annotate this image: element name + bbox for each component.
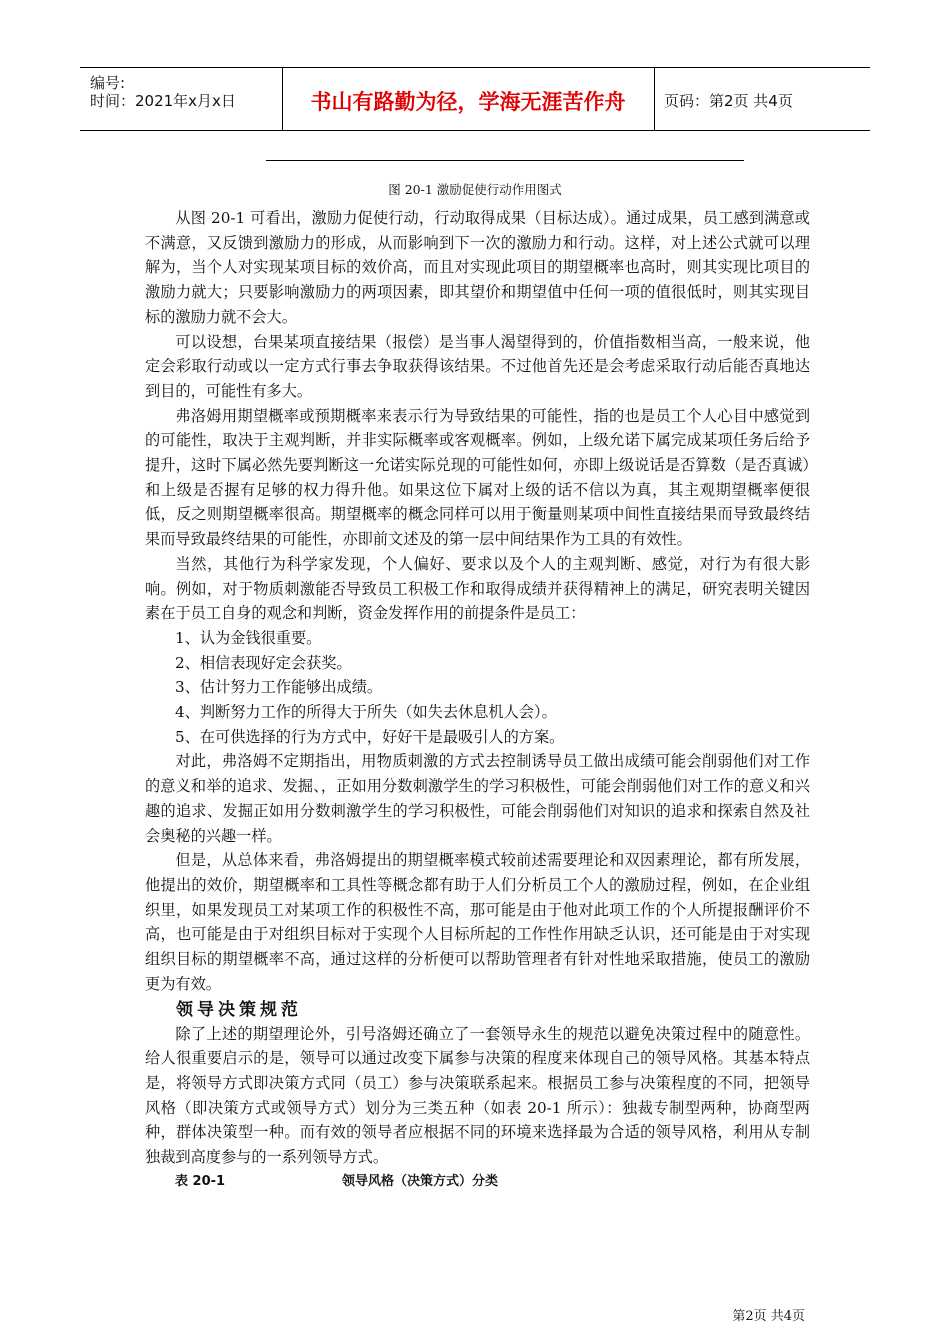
paragraph: 当然，其他行为科学家发现，个人偏好、要求以及个人的主观判断、感觉，对行为有很大影响。例如，对于物质刺激能否导致员工积极工作和取得成绩并获得精神上的满足，研究表明关键因素在于员工自身的观念和判断，资金发挥作用的前提条件是员工： bbox=[145, 554, 810, 623]
table-title: 领导风格（决策方式）分类 bbox=[342, 1173, 499, 1189]
paragraph: 对此，弗洛姆不定期指出，用物质刺激的方式去控制诱导员工做出成绩可能会削弱他们对工作的意义和举的追求、发掘、，正如用分数刺激学生的学习积极性，可能会削弱他们对工作的意义和兴趣的追求、发掘正如用分数刺激学生的学习积极性，可能会削弱他们对知识的追求和探索自然及社会奥秘的兴趣一样。 bbox=[145, 752, 810, 845]
table-caption bbox=[145, 1170, 810, 1194]
list-item: 5、在可供选择的行为方式中，好好干是最吸引人的方案。 bbox=[175, 727, 565, 746]
document-date-label: 时间：2021年x月x日 bbox=[90, 92, 236, 110]
document-number-label: 编号: bbox=[90, 74, 126, 92]
table-number: 表 20-1 bbox=[175, 1173, 226, 1189]
header-motto: 书山有路勤为径，学海无涯苦作舟 bbox=[310, 90, 626, 114]
paragraph: 从图 20-1 可看出，激励力促使行动，行动取得成果（目标达成）。通过成果，员工感到满意或不满意，又反馈到激励力的形成，从而影响到下一次的激励力和行动。这样，对上述公式就可以理解为，当个人对实现某项目标的效价高，而且对实现此项目的期望概率也高时，则其实现比项目的激励力就大；只要影响激励力的两项因素，即其望价和期望值中任何一项的值很低时，则其实现目标的激励力就不会大。 bbox=[145, 209, 810, 326]
header-motto-cell bbox=[282, 68, 655, 130]
header-info-cell bbox=[80, 68, 283, 130]
header-page-cell bbox=[654, 68, 870, 130]
list-item: 4、判断努力工作的所得大于所失（如失去休息机人会）。 bbox=[175, 703, 557, 722]
paragraph: 但是，从总体来看，弗洛姆提出的期望概率模式较前述需要理论和双因素理论，都有所发展，他提出的效价，期望概率和工具性等概念都有助于人们分析员工个人的激励过程，例如，在企业组织里，如果发现员工对某项工作的积极性不高，那可能是由于他对此项工作的个人所提报酬评价不高，也可能是由于对组织目标对于实现个人目标所起的工作性作用缺乏认识，还可能是由于对实现组织目标的期望概率不高，通过这样的分析便可以帮助管理者有针对性地采取措施，使员工的激励更为有效。 bbox=[145, 851, 810, 993]
paragraph: 弗洛姆用期望概率或预期概率来表示行为导致结果的可能性，指的也是员工个人心目中感觉到的可能性，取决于主观判断，并非实际概率或客观概率。例如，上级允诺下属完成某项任务后给予提升，这时下属必然先要判断这一允诺实际兑现的可能性如何，亦即上级说话是否算数（是否真诚）和上级是否握有足够的权力得升他。如果这位下属对上级的话不信以为真，其主观期望概率便很低，反之则期望概率很高。期望概率的概念同样可以用于衡量则某项中间性直接结果而导致最终结果而导致最终结果的可能性，亦即前文述及的第一层中间结果作为工具的有效性。 bbox=[145, 406, 810, 549]
figure-caption: 图 20-1 激励促使行动作用图式 bbox=[388, 182, 562, 197]
list-item: 2、相信表现好定会获奖。 bbox=[175, 653, 352, 672]
paragraph: 除了上述的期望理论外，引号洛姆还确立了一套领导永生的规范以避免决策过程中的随意性。给人很重要启示的是，领导可以通过改变下属参与决策的程度来体现自己的领导风格。其基本特点是，将领导方式即决策方式同（员工）参与决策联系起来。根据员工参与决策程度的不同，把领导风格（即决策方式或领导方式）划分为三类五种（如表 20-1 所示）：独裁专制型两种，协商型两种，群体决策型一种。而有效的领导者应根据不同的环境来选择最为合适的领导风格，利用从专制独裁到高度参与的一系列领导方式。 bbox=[145, 1024, 810, 1167]
paragraph: 可以设想，台果某项直接结果（报偿）是当事人渴望得到的，价值指数相当高，一般来说，他定会彩取行动或以一定方式行事去争取获得该结果。不过他首先还是会考虑采取行动后能否真地达到目的，可能性有多大。 bbox=[145, 332, 810, 400]
document-body bbox=[145, 206, 810, 1194]
header-page-number: 页码：第2页 共4页 bbox=[664, 92, 793, 110]
section-heading: 领导决策规范 bbox=[176, 999, 302, 1020]
list-item: 1、认为金钱很重要。 bbox=[175, 628, 322, 647]
list-item: 3、估计努力工作能够出成绩。 bbox=[175, 678, 383, 697]
page-footer: 第2页 共4页 bbox=[732, 1309, 805, 1324]
page-header bbox=[80, 67, 870, 131]
figure-rule bbox=[266, 160, 744, 161]
